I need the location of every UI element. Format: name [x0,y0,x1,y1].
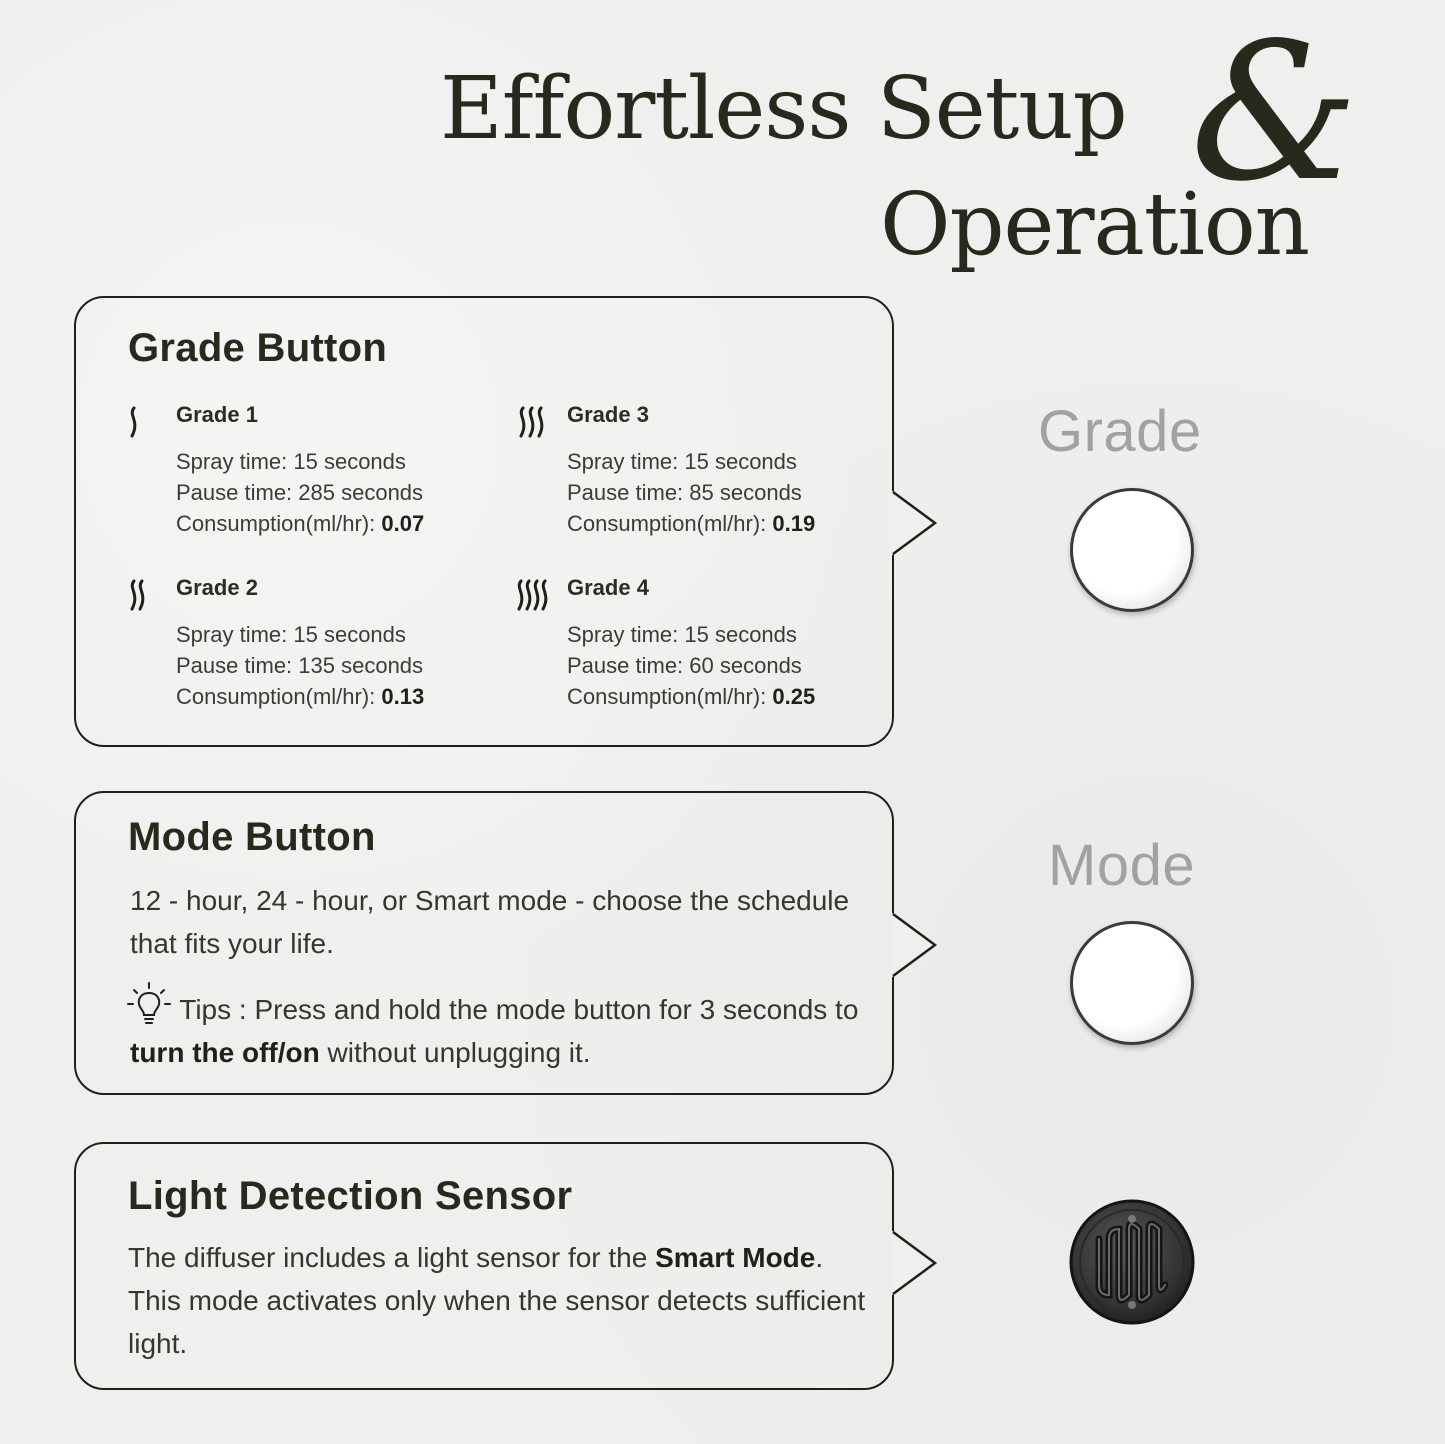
grade-4-consumption-label: Consumption(ml/hr): [567,684,773,709]
grade-card-heading: Grade Button [128,326,388,370]
light-sensor-card [74,1142,894,1390]
grade-1-block [176,402,516,539]
grade-4-block [567,575,907,712]
grade-1-consumption-label: Consumption(ml/hr): [176,511,382,536]
sensor-text-suffix: . This mode activates only when the sensor detects sufficient light. [128,1242,866,1359]
grade-2-consumption-value: 0.13 [381,684,425,709]
grade-1-spray: Spray time: 15 seconds [176,449,406,474]
grade-2-block [176,575,516,712]
sensor-text-prefix: The diffuser includes a light sensor for the [128,1242,656,1273]
wave-2-icon [124,579,164,611]
grade-4-consumption-value: 0.25 [772,684,816,709]
grade-side-label: Grade [1038,399,1202,464]
grade-2-pause: Pause time: 135 seconds [176,653,424,678]
mode-card-description: 12 - hour, 24 - hour, or Smart mode - choose the schedule that fits your life. [130,885,850,959]
mode-card-heading: Mode Button [128,815,376,859]
grade-3-consumption-value: 0.19 [772,511,816,536]
sensor-card-pointer [891,1230,941,1296]
sensor-card-text [128,1236,878,1365]
lightbulb-icon [126,981,172,1029]
grade-4-pause: Pause time: 60 seconds [567,653,802,678]
mode-tip-prefix: Tips : Press and hold the mode button for 3 seconds to [172,994,859,1025]
mode-card-tip [130,981,880,1074]
mode-side-label: Mode [1048,833,1196,898]
grade-3-spray: Spray time: 15 seconds [567,449,797,474]
grade-1-pause: Pause time: 285 seconds [176,480,424,505]
grade-3-consumption [567,508,907,539]
grade-1-consumption [176,508,516,539]
grade-3-name: Grade 3 [567,402,649,427]
grade-3-block [567,402,907,539]
grade-2-spray: Spray time: 15 seconds [176,622,406,647]
light-sensor-icon [1069,1199,1195,1325]
mode-button-card [74,791,894,1095]
sensor-text-bold: Smart Mode [655,1242,816,1273]
grade-button-card [74,296,894,747]
page-title-line-2: Operation [880,175,1310,275]
mode-card-pointer [891,912,941,978]
page-title-ampersand: & [1190,2,1360,223]
grade-1-name: Grade 1 [176,402,258,427]
grade-4-consumption [567,681,907,712]
grade-card-pointer [891,490,941,556]
grade-physical-button[interactable] [1070,488,1194,612]
wave-4-icon [515,579,555,611]
grade-2-consumption [176,681,516,712]
mode-tip-suffix: without unplugging it. [319,1037,591,1068]
sensor-card-heading: Light Detection Sensor [128,1174,573,1218]
mode-physical-button[interactable] [1070,921,1194,1045]
grade-3-pause: Pause time: 85 seconds [567,480,802,505]
grade-2-consumption-label: Consumption(ml/hr): [176,684,382,709]
grade-2-name: Grade 2 [176,575,258,600]
grade-4-name: Grade 4 [567,575,649,600]
wave-3-icon [515,406,555,438]
grade-3-consumption-label: Consumption(ml/hr): [567,511,773,536]
wave-1-icon [124,406,164,438]
page-title-line-1: Effortless Setup [440,59,1127,159]
mode-tip-bold: turn the off/on [130,1037,320,1068]
grade-1-consumption-value: 0.07 [381,511,425,536]
grade-4-spray: Spray time: 15 seconds [567,622,797,647]
